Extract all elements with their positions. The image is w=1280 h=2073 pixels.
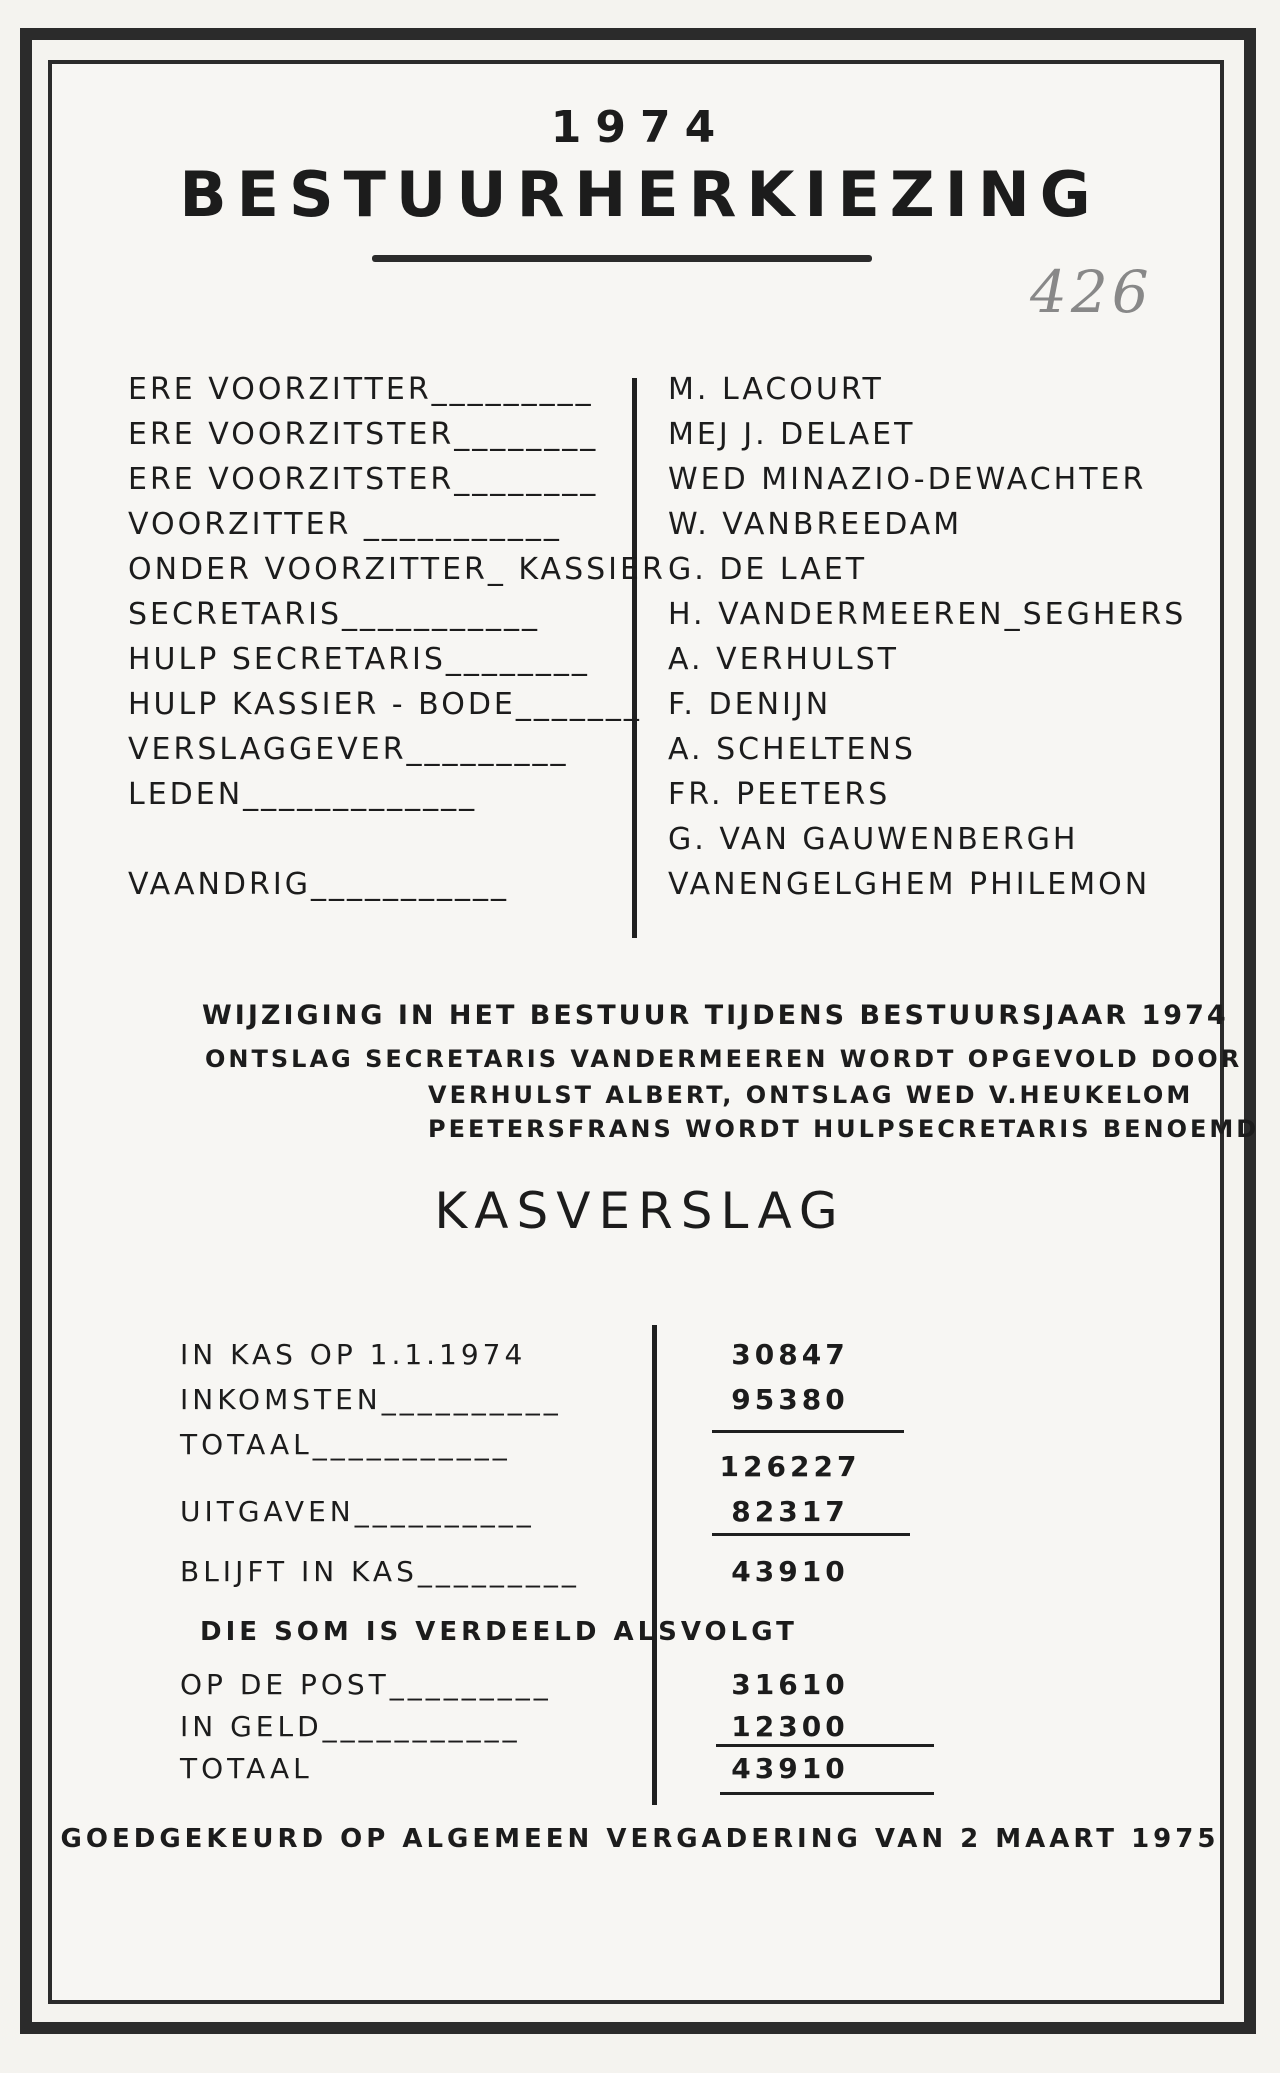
board-role: VOORZITTER ___________ bbox=[128, 507, 562, 542]
finance-value: 126227 bbox=[719, 1450, 861, 1483]
approval-note: GOEDGEKEURD OP ALGEMEEN VERGADERING VAN 2 MAART 1975 bbox=[60, 1824, 1220, 1854]
finance-label: IN GELD___________ bbox=[180, 1710, 521, 1743]
sum-line bbox=[712, 1533, 910, 1536]
board-member: M. LACOURT bbox=[668, 372, 884, 407]
board-member: G. DE LAET bbox=[668, 552, 868, 587]
board-role: HULP SECRETARIS________ bbox=[128, 642, 590, 677]
finance-value: 95380 bbox=[731, 1383, 849, 1416]
board-row bbox=[128, 687, 1148, 732]
board-row bbox=[128, 462, 1148, 507]
board-role: ERE VOORZITSTER________ bbox=[128, 462, 599, 497]
board-row bbox=[128, 552, 1148, 597]
board-row bbox=[128, 372, 1148, 417]
board-role: VAANDRIG___________ bbox=[128, 867, 509, 902]
finance-value: 43910 bbox=[731, 1555, 849, 1588]
page-number: 426 bbox=[1030, 258, 1153, 326]
finance-label: BLIJFT IN KAS_________ bbox=[180, 1555, 580, 1588]
board-role: VERSLAGGEVER_________ bbox=[128, 732, 569, 767]
board-row bbox=[128, 507, 1148, 552]
kasverslag-divider bbox=[652, 1325, 657, 1805]
board-role: LEDEN_____________ bbox=[128, 777, 478, 812]
board-member: W. VANBREEDAM bbox=[668, 507, 963, 542]
board-role: SECRETARIS___________ bbox=[128, 597, 540, 632]
finance-value: 43910 bbox=[731, 1752, 849, 1785]
board-member: A. VERHULST bbox=[668, 642, 899, 677]
board-role: HULP KASSIER - BODE_______ bbox=[128, 687, 642, 722]
board-row bbox=[128, 642, 1148, 687]
board-row bbox=[128, 732, 1148, 777]
board-member: WED MINAZIO-DEWACHTER bbox=[668, 462, 1147, 497]
board-member: A. SCHELTENS bbox=[668, 732, 916, 767]
sum-line bbox=[712, 1430, 904, 1433]
sum-line bbox=[716, 1744, 934, 1747]
changes-heading: WIJZIGING IN HET BESTUUR TIJDENS BESTUURSJAAR 1974 bbox=[202, 1000, 1229, 1031]
board-role: ERE VOORZITTER_________ bbox=[128, 372, 594, 407]
board-role: ONDER VOORZITTER_ KASSIER bbox=[128, 552, 666, 587]
board-row bbox=[128, 417, 1148, 462]
changes-line: PEETERSFRANS WORDT HULPSECRETARIS BENOEMD bbox=[428, 1115, 1260, 1143]
finance-note: DIE SOM IS VERDEELD ALSVOLGT bbox=[200, 1617, 798, 1647]
finance-value: 31610 bbox=[731, 1668, 849, 1701]
board-row bbox=[128, 777, 1148, 822]
kasverslag-title: KASVERSLAG bbox=[434, 1182, 846, 1240]
finance-value: 82317 bbox=[731, 1495, 849, 1528]
board-role: ERE VOORZITSTER________ bbox=[128, 417, 599, 452]
board-member: H. VANDERMEEREN_SEGHERS bbox=[668, 597, 1187, 632]
board-member: FR. PEETERS bbox=[668, 777, 891, 812]
board-row bbox=[128, 867, 1151, 912]
board-member: F. DENIJN bbox=[668, 687, 832, 722]
board-member: G. VAN GAUWENBERGH bbox=[668, 822, 1079, 857]
finance-label: OP DE POST_________ bbox=[180, 1668, 552, 1701]
finance-value: 30847 bbox=[731, 1338, 849, 1371]
document-title: BESTUURHERKIEZING bbox=[179, 158, 1101, 231]
finance-label: UITGAVEN__________ bbox=[180, 1495, 535, 1528]
finance-label: INKOMSTEN__________ bbox=[180, 1383, 562, 1416]
finance-label: TOTAAL bbox=[180, 1752, 313, 1785]
changes-line: VERHULST ALBERT, ONTSLAG WED V.HEUKELOM bbox=[428, 1081, 1194, 1109]
finance-value: 12300 bbox=[731, 1710, 849, 1743]
title-underline bbox=[372, 255, 872, 262]
board-row bbox=[128, 597, 1187, 642]
board-member: MEJ J. DELAET bbox=[668, 417, 916, 452]
sum-line bbox=[720, 1792, 934, 1795]
finance-label: IN KAS OP 1.1.1974 bbox=[180, 1338, 527, 1371]
document-year: 1974 bbox=[550, 102, 730, 153]
board-row bbox=[128, 822, 1148, 867]
changes-line: ONTSLAG SECRETARIS VANDERMEEREN WORDT OPGEVOLD DOOR bbox=[205, 1045, 1243, 1073]
board-member: VANENGELGHEM PHILEMON bbox=[668, 867, 1151, 902]
finance-label: TOTAAL___________ bbox=[180, 1428, 511, 1461]
